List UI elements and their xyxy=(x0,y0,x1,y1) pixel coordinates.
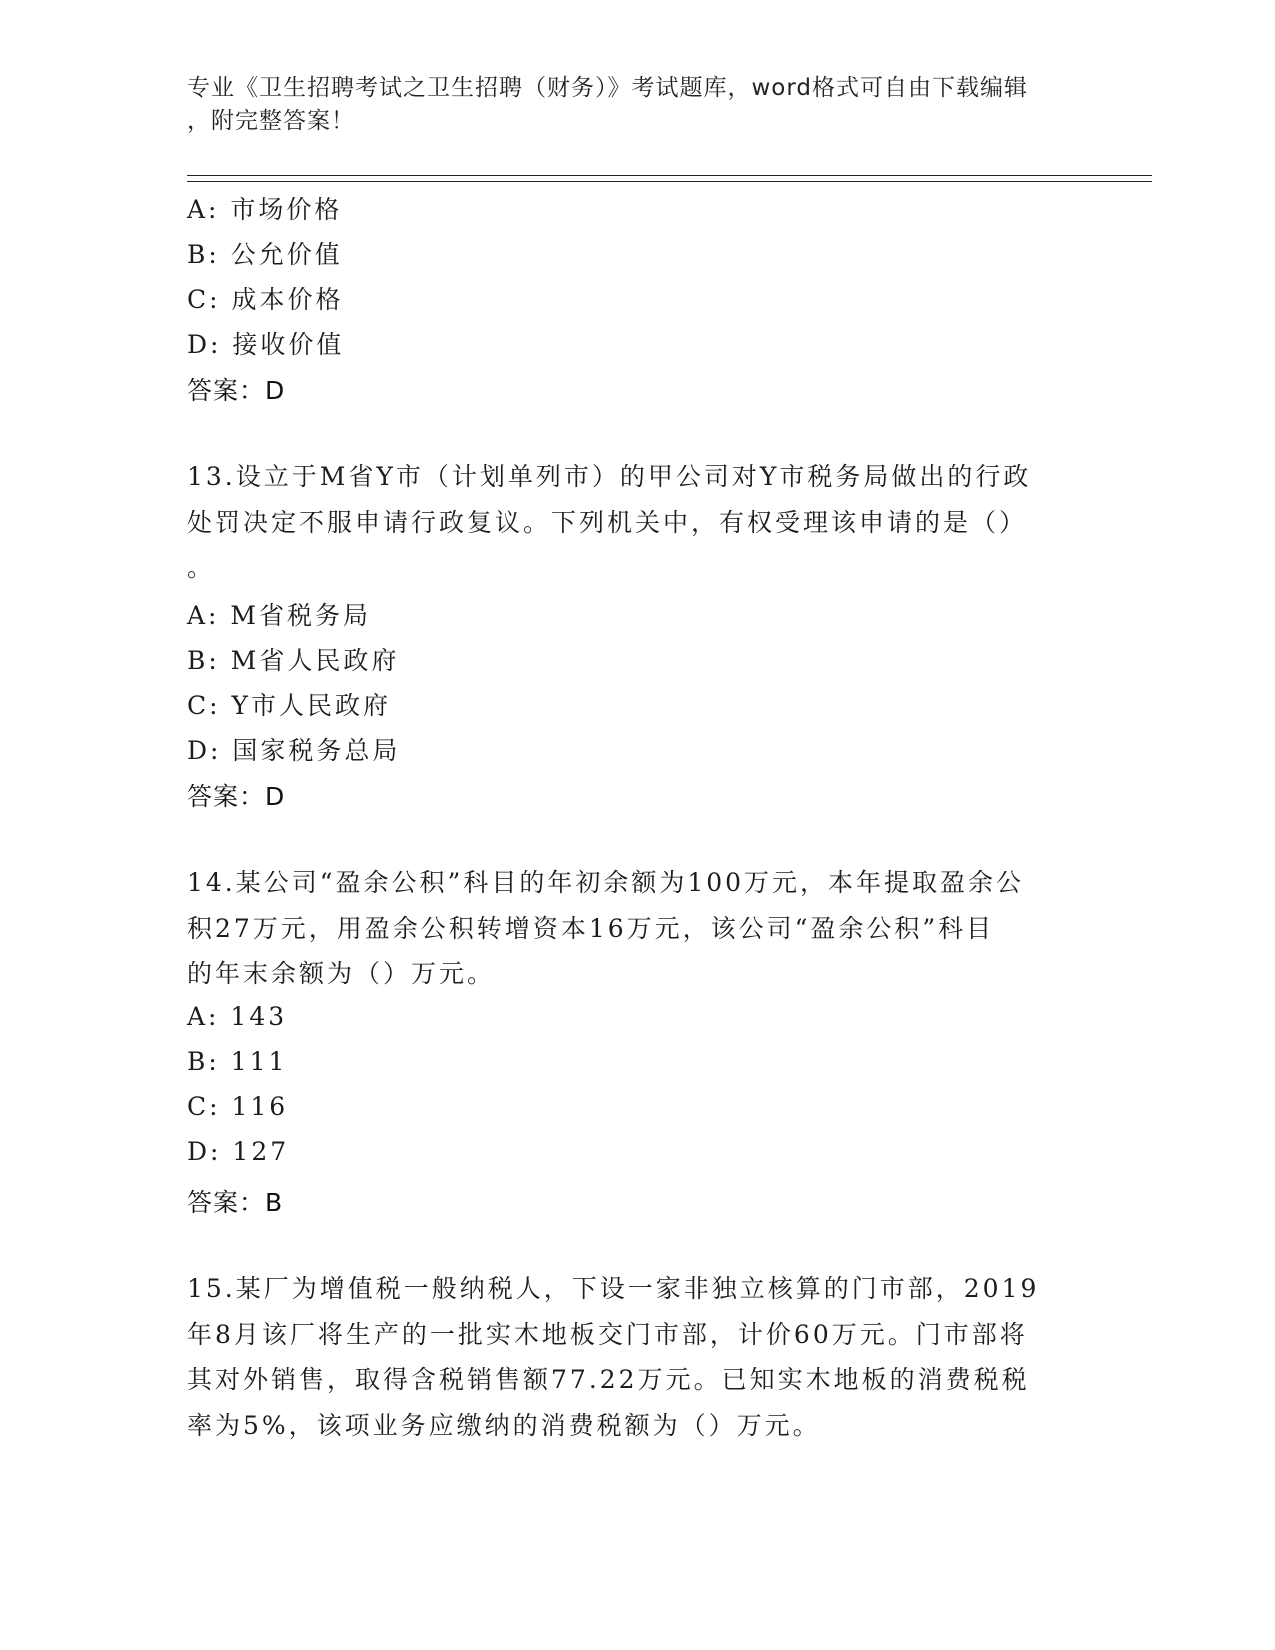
q13-option-b: B: M省人民政府 xyxy=(187,646,400,675)
q12-option-d: D: 接收价值 xyxy=(187,330,345,359)
q15-line-2: 年8月该厂将生产的一批实木地板交门市部，计价60万元。门市部将 xyxy=(187,1319,1028,1349)
q13-option-a: A: M省税务局 xyxy=(187,601,372,630)
document-header xyxy=(187,72,1067,138)
q15-line-4: 率为5%，该项业务应缴纳的消费税额为（）万元。 xyxy=(187,1410,821,1440)
q13-answer: 答案：D xyxy=(187,782,286,811)
q14-option-d: D: 127 xyxy=(187,1137,290,1166)
q13-stem xyxy=(187,454,1087,591)
q14-line-3: 的年末余额为（）万元。 xyxy=(187,959,496,988)
q15-stem xyxy=(187,1266,1087,1448)
q13-option-c: C: Y市人民政府 xyxy=(187,691,392,720)
q14-line-2: 积27万元，用盈余公积转增资本16万元，该公司“盈余公积”科目 xyxy=(187,913,995,943)
q12-option-a: A: 市场价格 xyxy=(187,195,343,224)
q13-line-3: 。 xyxy=(187,553,216,582)
q12-option-c: C: 成本价格 xyxy=(187,285,344,314)
q13-line-1: 13.设立于M省Y市（计划单列市）的甲公司对Y市税务局做出的行政 xyxy=(187,462,1032,491)
q12-answer: 答案：D xyxy=(187,376,286,405)
q14-option-b: B: 111 xyxy=(187,1047,288,1076)
header-line-1: 专业《卫生招聘考试之卫生招聘（财务）》考试题库，word格式可自由下载编辑 xyxy=(187,75,1029,101)
q14-stem xyxy=(187,860,1087,997)
q14-line-1: 14.某公司“盈余公积”科目的年初余额为100万元，本年提取盈余公 xyxy=(187,868,1025,897)
header-divider-top xyxy=(187,175,1152,176)
q14-option-a: A: 143 xyxy=(187,1002,288,1031)
q13-option-d: D: 国家税务总局 xyxy=(187,736,401,765)
q15-line-3: 其对外销售，取得含税销售额77.22万元。已知实木地板的消费税税 xyxy=(187,1365,1030,1394)
q13-line-2: 处罚决定不服申请行政复议。下列机关中，有权受理该申请的是（） xyxy=(187,507,1028,537)
q12-option-b: B: 公允价值 xyxy=(187,240,343,269)
header-divider-bottom xyxy=(187,181,1152,182)
header-line-2: ，附完整答案！ xyxy=(187,108,355,134)
q14-option-c: C: 116 xyxy=(187,1092,289,1121)
q14-answer: 答案：B xyxy=(187,1188,284,1217)
q15-line-1: 15.某厂为增值税一般纳税人，下设一家非独立核算的门市部，2019 xyxy=(187,1274,1040,1303)
